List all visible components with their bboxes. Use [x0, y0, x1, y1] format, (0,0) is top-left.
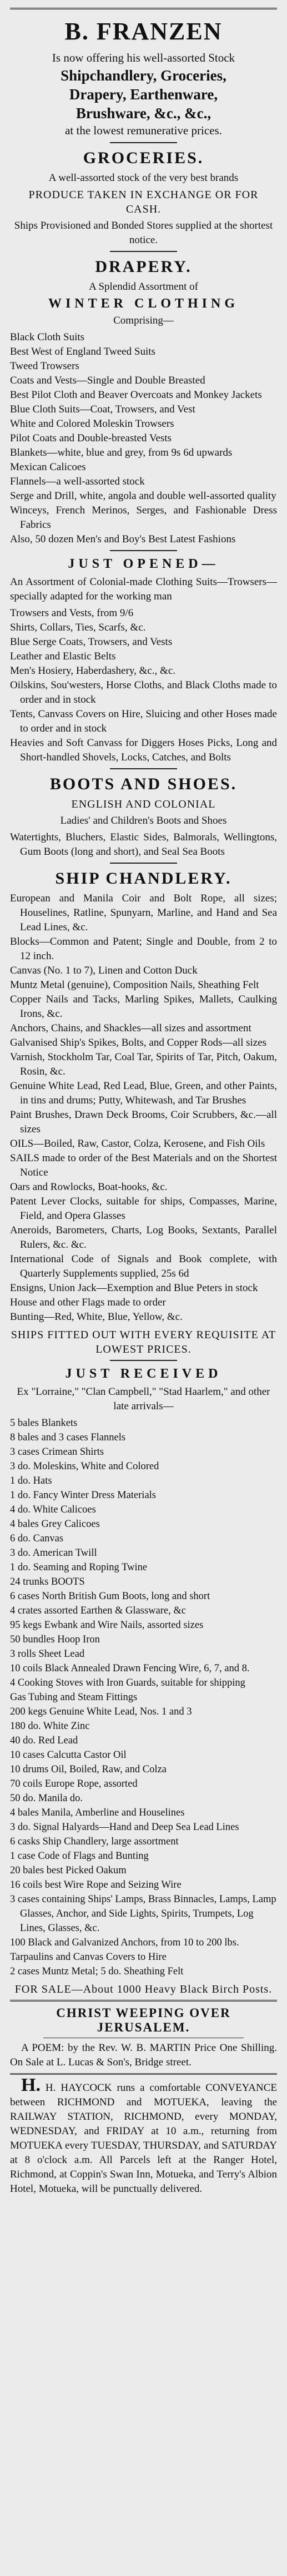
just-received-item: 3 do. Signal Halyards—Hand and Deep Sea Lead Lines: [10, 1822, 239, 1833]
ship-chandlery-item: Patent Lever Clocks, suitable for ships, Compasses, Marine, Field, and Opera Glasses: [10, 1196, 277, 1222]
section-divider: [110, 768, 177, 769]
just-received-item: 1 do. Seaming and Roping Twine: [10, 1562, 148, 1573]
just-opened-item: Blue Serge Coats, Trowsers, and Vests: [10, 636, 173, 648]
ship-chandlery-item: Oars and Rowlocks, Boat-hooks, &c.: [10, 1181, 168, 1193]
ship-chandlery-item: Blocks—Common and Patent; Single and Double, from 2 to 12 inch.: [10, 936, 277, 962]
just-received-item: 70 coils Europe Rope, assorted: [10, 1778, 138, 1789]
just-received-item: 1 do. Hats: [10, 1475, 52, 1486]
ship-chandlery-item: OILS—Boiled, Raw, Castor, Colza, Kerosene, and Fish Oils: [10, 1138, 265, 1150]
just-opened-lead: An Assortment of Colonial-made Clothing Suits—Trowsers—specially adapted for the working man: [10, 576, 277, 602]
just-opened-item: Heavies and Soft Canvass for Diggers Hoses Picks, Long and Short-handled Shovels, Locks, Catches, and Bolts: [10, 737, 277, 763]
just-received-item: 10 coils Black Annealed Drawn Fencing Wire, 6, 7, and 8.: [10, 1663, 250, 1674]
just-opened-item: Trowsers and Vests, from 9/6: [10, 607, 134, 619]
just-received-item: 40 do. Red Lead: [10, 1735, 78, 1746]
just-received-item: 3 cases containing Ships' Lamps, Brass Binnacles, Lamps, Lamp Glasses, Anchor, and Side Lights, Spirits, Trumpets, Log Lines, Glasses, &c.: [10, 1894, 276, 1934]
ship-chandlery-heading: SHIP CHANDLERY.: [55, 869, 232, 888]
ship-chandlery-item: Muntz Metal (genuine), Composition Nails, Sheathing Felt: [10, 979, 259, 991]
just-received-item: 100 Black and Galvanized Anchors, from 10 to 200 lbs.: [10, 1937, 239, 1948]
just-received-item: 3 cases Crimean Shirts: [10, 1446, 104, 1458]
just-received-lead: Ex "Lorraine," "Clan Campbell," "Stad Haarlem," and other late arrivals—: [17, 1386, 270, 1412]
drapery-item: Best West of England Tweed Suits: [10, 346, 155, 357]
boots-lead-line: ENGLISH AND COLONIAL: [71, 798, 216, 810]
drapery-lead-line: WINTER CLOTHING: [48, 296, 239, 311]
just-opened-item: Shirts, Collars, Ties, Scarfs, &c.: [10, 622, 146, 633]
section-divider: [110, 863, 177, 864]
just-received-item: 6 cases North British Gum Boots, long and short: [10, 1591, 210, 1602]
drapery-lead-line: Comprising—: [113, 315, 174, 326]
ship-chandlery-item: Galvanised Ship's Spikes, Bolts, and Copper Rods—all sizes: [10, 1037, 267, 1048]
boots-lead-line: Ladies' and Children's Boots and Shoes: [60, 815, 227, 826]
just-received-item: 4 bales Manila, Amberline and Houselines: [10, 1807, 185, 1818]
boots-heading: BOOTS AND SHOES.: [49, 775, 238, 793]
ship-chandlery-item: Copper Nails and Tacks, Marling Spikes, Mallets, Caulking Irons, &c.: [10, 994, 277, 1020]
ship-chandlery-item: House and other Flags made to order: [10, 1297, 166, 1308]
just-received-item: 200 kegs Genuine White Lead, Nos. 1 and 3: [10, 1706, 192, 1717]
just-received-item: 10 drums Oil, Boiled, Raw, and Colza: [10, 1764, 167, 1775]
ship-chandlery-item: Anchors, Chains, and Shackles—all sizes and assortment: [10, 1022, 251, 1034]
just-opened-item-list: [10, 606, 277, 765]
drapery-item: Winceys, French Merinos, Serges, and Fashionable Dress Fabrics: [10, 505, 277, 531]
ship-chandlery-item: Aneroids, Barometers, Charts, Log Books, Sextants, Parallel Rulers, &c. &c.: [10, 1224, 277, 1251]
drapery-item: White and Colored Moleskin Trowsers: [10, 418, 174, 430]
ship-chandlery-item: Varnish, Stockholm Tar, Coal Tar, Spirits of Tar, Pitch, Oakum, Rosin, &c.: [10, 1051, 277, 1077]
ships-fitted-note: SHIPS FITTED OUT WITH EVERY REQUISITE AT LOWEST PRICES.: [11, 1329, 276, 1355]
just-received-item: 16 coils best Wire Rope and Seizing Wire: [10, 1879, 182, 1891]
poem-notice: A POEM: by the Rev. W. B. MARTIN Price One Shilling. On Sale at L. Lucas & Son's, Bridge street.: [10, 2042, 277, 2068]
drapery-item: Black Cloth Suits: [10, 331, 85, 343]
just-opened-item: Tents, Canvass Covers on Hire, Sluicing and other Hoses made to order and in stock: [10, 708, 277, 734]
section-divider: [110, 1360, 177, 1361]
just-received-item-list: [10, 1416, 277, 1979]
intro-line: Drapery, Earthenware,: [69, 86, 218, 103]
just-opened-item: Leather and Elastic Belts: [10, 651, 116, 662]
coach-notice: [10, 2075, 278, 2196]
ship-chandlery-item: International Code of Signals and Book complete, with Quarterly Supplements supplied, 25s 6d: [10, 1253, 277, 1279]
ship-chandlery-item: Bunting—Red, White, Blue, Yellow, &c.: [10, 1311, 183, 1323]
intro-block: [10, 50, 277, 139]
poem-heading: CHRIST WEEPING OVER JERUSALEM.: [56, 2006, 231, 2034]
just-received-heading: JUST RECEIVED: [65, 1367, 222, 1381]
ship-chandlery-item: Genuine White Lead, Red Lead, Blue, Green, and other Paints, in tins and drums; Putty, Whitewash, and Tar Brushes: [10, 1080, 277, 1106]
drapery-item: Pilot Coats and Double-breasted Vests: [10, 432, 172, 444]
intro-line: Is now offering his well-assorted Stock: [52, 51, 235, 64]
ship-chandlery-item: SAILS made to order of the Best Materials and on the Shortest Notice: [10, 1152, 277, 1178]
just-opened-heading: JUST OPENED—: [68, 557, 219, 571]
just-received-item: 6 do. Canvas: [10, 1533, 64, 1544]
ship-chandlery-item: European and Manila Coir and Bolt Rope, all sizes; Houselines, Ratline, Spunyarn, Marline, and Hand and Sea Lead Lines, &c.: [10, 893, 277, 933]
boots-item: Watertights, Bluchers, Elastic Sides, Balmorals, Wellingtons, Gum Boots (long and short), and Seal Sea Boots: [10, 831, 277, 858]
drapery-item: Blankets—white, blue and grey, from 9s 6d upwards: [10, 447, 233, 458]
just-received-item: 10 cases Calcutta Castor Oil: [10, 1750, 127, 1761]
produce-note: PRODUCE TAKEN IN EXCHANGE OR FOR CASH.: [28, 189, 259, 215]
drapery-item: Coats and Vests—Single and Double Breasted: [10, 375, 205, 386]
just-received-item: 95 kegs Ewbank and Wire Nails, assorted sizes: [10, 1620, 204, 1631]
just-received-item: Gas Tubing and Steam Fittings: [10, 1692, 138, 1703]
drapery-item: Also, 50 dozen Men's and Boy's Best Latest Fashions: [10, 533, 236, 545]
birch-posts-sale-note: FOR SALE—About 1000 Heavy Black Birch Posts.: [14, 1983, 273, 1995]
just-received-item: 20 bales best Picked Oakum: [10, 1865, 127, 1876]
groceries-lead: A well-assorted stock of the very best brands: [48, 172, 239, 184]
section-divider: [110, 142, 177, 143]
ship-chandlery-item: Ensigns, Union Jack—Exemption and Blue Peters in stock: [10, 1282, 258, 1294]
drapery-lead-line: A Splendid Assortment of: [89, 281, 198, 293]
intro-line: Brushware, &c., &c.,: [75, 105, 212, 122]
just-received-item: 50 bundles Hoop Iron: [10, 1634, 100, 1645]
just-received-item: 4 crates assorted Earthen & Glassware, &c: [10, 1605, 186, 1616]
just-received-item: Tarpaulins and Canvas Covers to Hire: [10, 1952, 167, 1963]
proprietor-name: B. FRANZEN: [64, 18, 223, 45]
just-opened-item: Oilskins, Sou'westers, Horse Cloths, and Black Cloths made to order and in stock: [10, 679, 277, 705]
just-received-item: 3 do. Moleskins, White and Colored: [10, 1461, 159, 1472]
coach-notice-text: H. HAYCOCK runs a comfortable CONVEYANCE between RICHMOND and MOTUEKA, leaving the RAILWAY STATION, RICHMOND, every MONDAY, WEDNESDAY, and FRIDAY at 10 a.m., returning from MOTUEKA every TUESDAY, THURSDAY, and SATURDAY at 8 o'clock a.m. All Parcels left at the Ranger Hotel, Richmond, at Coppin's Swan Inn, Motueka, and Terry's Albion Hotel, Motueka, will be punctually delivered.: [10, 2082, 278, 2195]
just-received-item: 50 do. Manila do.: [10, 1793, 83, 1804]
section-divider: [110, 550, 177, 551]
drapery-item: Tweed Trowsers: [10, 360, 79, 372]
ship-chandlery-item-list: [10, 891, 277, 1324]
intro-line: at the lowest remunerative prices.: [65, 124, 222, 137]
just-received-item: 24 trunks BOOTS: [10, 1576, 85, 1587]
ship-chandlery-item: Canvas (No. 1 to 7), Linen and Cotton Duck: [10, 965, 198, 976]
just-received-item: 8 bales and 3 cases Flannels: [10, 1432, 126, 1443]
groceries-heading: GROCERIES.: [83, 149, 204, 167]
coach-dropcap: H.: [21, 2075, 41, 2095]
intro-line: Shipchandlery, Groceries,: [61, 67, 226, 84]
just-received-item: 180 do. White Zinc: [10, 1721, 90, 1732]
section-divider: [110, 251, 177, 252]
drapery-heading: DRAPERY.: [95, 258, 192, 276]
just-received-item: 4 do. White Calicoes: [10, 1504, 96, 1515]
column-top-rule: [10, 8, 277, 9]
ship-chandlery-item: Paint Brushes, Drawn Deck Brooms, Coir Scrubbers, &c.—all sizes: [10, 1109, 277, 1135]
just-received-item: 2 cases Muntz Metal; 5 do. Sheathing Felt: [10, 1966, 184, 1977]
notice-divider: [10, 2073, 277, 2075]
just-received-item: 4 bales Grey Calicoes: [10, 1519, 100, 1530]
just-received-item: 1 case Code of Flags and Bunting: [10, 1851, 149, 1862]
drapery-item: Flannels—a well-assorted stock: [10, 476, 145, 487]
just-received-item: 4 Cooking Stoves with Iron Guards, suitable for shipping: [10, 1677, 245, 1688]
just-received-item: 6 casks Ship Chandlery, large assortment: [10, 1836, 179, 1847]
drapery-item-list: [10, 330, 277, 547]
just-opened-item: Men's Hosiery, Haberdashery, &c., &c.: [10, 665, 176, 677]
drapery-item: Blue Cloth Suits—Coat, Trowsers, and Vest: [10, 404, 195, 415]
boots-item-list: [10, 830, 277, 859]
just-received-item: 3 rolls Sheet Lead: [10, 1649, 85, 1660]
drapery-item: Mexican Calicoes: [10, 461, 86, 473]
drapery-item: Serge and Drill, white, angola and double well-assorted quality: [10, 490, 276, 502]
drapery-item: Best Pilot Cloth and Beaver Overcoats and Monkey Jackets: [10, 389, 262, 401]
just-received-item: 3 do. American Twill: [10, 1547, 97, 1559]
just-received-item: 1 do. Fancy Winter Dress Materials: [10, 1490, 156, 1501]
just-received-item: 5 bales Blankets: [10, 1418, 78, 1429]
ships-provisioned-note: Ships Provisioned and Bonded Stores supplied at the shortest notice.: [14, 220, 273, 246]
advert-end-rule: [10, 2000, 277, 2002]
